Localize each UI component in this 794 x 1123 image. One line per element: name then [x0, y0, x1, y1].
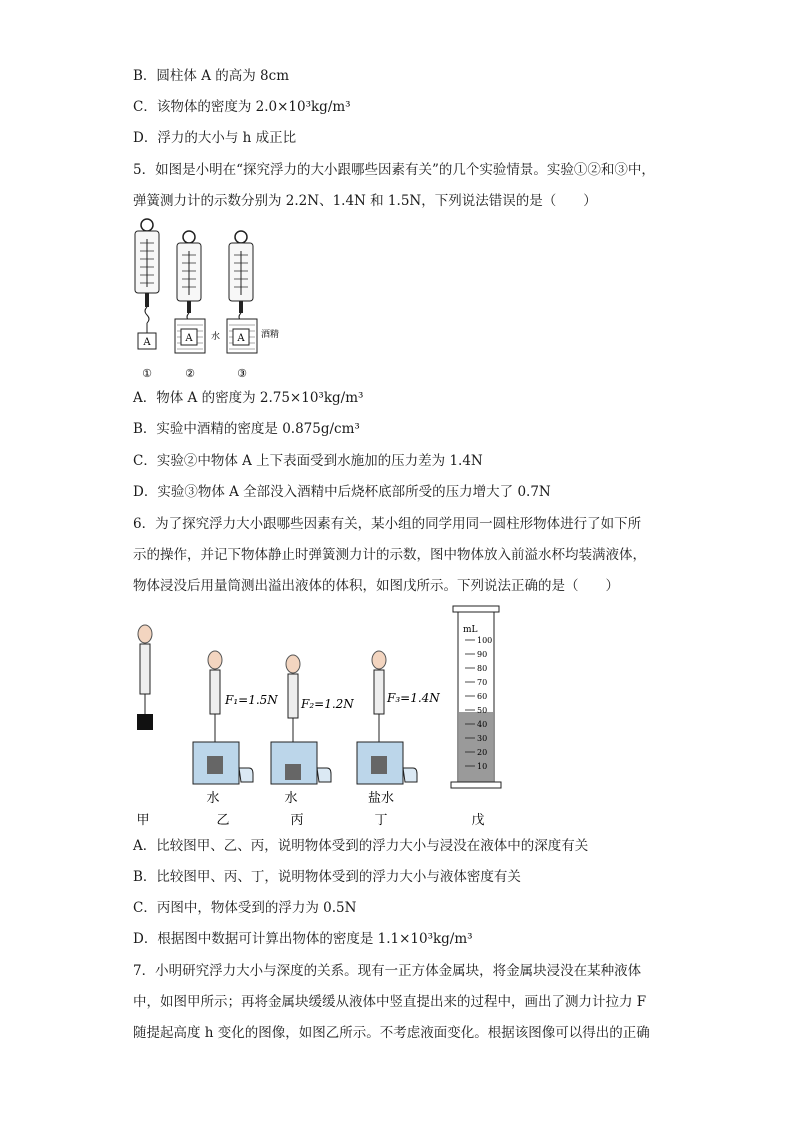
svg-text:60: 60: [477, 692, 488, 701]
spring-scale-1: [135, 219, 159, 349]
q4-option-d: D．浮力的大小与 h 成正比: [133, 130, 297, 146]
caption-2: ②: [185, 367, 195, 380]
alcohol-label: 酒精: [261, 330, 280, 340]
water-label: 水: [211, 332, 221, 342]
svg-text:50: 50: [477, 706, 488, 715]
q4-option-c: C．该物体的密度为 2.0×10³kg/m³: [133, 99, 351, 115]
liquid-label-yi: 水: [206, 791, 220, 806]
svg-text:70: 70: [477, 678, 488, 687]
q5-stem-line2: 弹簧测力计的示数分别为 2.2N、1.4N 和 1.5N，下列说法错误的是（ ）: [133, 193, 597, 209]
q6-option-b: B．比较图甲、丙、丁，说明物体受到的浮力大小与液体密度有关: [133, 869, 521, 885]
q6-option-a: A．比较图甲、乙、丙，说明物体受到的浮力大小与浸没在液体中的深度有关: [133, 838, 589, 854]
svg-text:10: 10: [477, 762, 488, 771]
setup-jia: [137, 625, 153, 730]
caption-wu: 戊: [471, 813, 485, 828]
svg-text:80: 80: [477, 664, 488, 673]
block-label-3: A: [237, 333, 245, 344]
liquid-label-ding: 盐水: [367, 791, 395, 806]
block-label-1: A: [143, 337, 151, 348]
setup-bing: [271, 655, 354, 806]
q6-figure: [125, 602, 525, 832]
caption-jia: 甲: [136, 813, 150, 828]
svg-text:20: 20: [477, 748, 488, 757]
q7-stem-line3: 随提起高度 h 变化的图像，如图乙所示。不考虑液面变化。根据该图像可以得出的正确: [133, 1025, 650, 1041]
caption-ding: 丁: [374, 813, 388, 828]
liquid-label-bing: 水: [284, 791, 298, 806]
setup-yi: [193, 651, 278, 806]
q5-stem-line1: 5．如图是小明在“探究浮力的大小跟哪些因素有关”的几个实验情景。实验①②和③中，: [133, 162, 655, 178]
q5-figure: [125, 215, 295, 385]
q5-option-b: B．实验中酒精的密度是 0.875g/cm³: [133, 421, 360, 437]
f1-label: F₁=1.5N: [225, 693, 278, 707]
caption-bing: 丙: [290, 813, 304, 828]
graduated-cylinder: [451, 606, 501, 788]
q5-option-d: D．实验③物体 A 全部没入酒精中后烧杯底部所受的压力增大了 0.7N: [133, 484, 551, 500]
q6-stem-line1: 6．为了探究浮力大小跟哪些因素有关，某小组的同学用同一圆柱形物体进行了如下所: [133, 516, 642, 532]
caption-yi: 乙: [216, 813, 230, 828]
svg-text:40: 40: [477, 720, 488, 729]
svg-text:90: 90: [477, 650, 488, 659]
cylinder-unit: mL: [463, 625, 478, 635]
caption-3: ③: [237, 367, 247, 380]
spring-scale-2: [175, 231, 220, 353]
q5-option-a: A．物体 A 的密度为 2.75×10³kg/m³: [133, 390, 364, 406]
svg-text:30: 30: [477, 734, 488, 743]
q7-stem-line2: 中，如图甲所示；再将金属块缓缓从液体中竖直提出来的过程中，画出了测力计拉力 F: [133, 994, 647, 1010]
setup-ding: [357, 651, 440, 806]
q6-stem-line3: 物体浸没后用量筒测出溢出液体的体积，如图戊所示。下列说法正确的是（ ）: [133, 578, 619, 594]
f2-label: F₂=1.2N: [301, 697, 354, 711]
q5-option-c: C．实验②中物体 A 上下表面受到水施加的压力差为 1.4N: [133, 453, 483, 469]
f3-label: F₃=1.4N: [387, 691, 440, 705]
q6-option-c: C．丙图中，物体受到的浮力为 0.5N: [133, 900, 357, 916]
spring-scale-3: [227, 231, 279, 353]
q6-stem-line2: 示的操作，并记下物体静止时弹簧测力计的示数，图中物体放入前溢水杯均装满液体，: [133, 547, 646, 563]
q6-option-d: D．根据图中数据可计算出物体的密度是 1.1×10³kg/m³: [133, 931, 473, 947]
block-label-2: A: [185, 333, 193, 344]
caption-1: ①: [142, 367, 152, 380]
svg-text:100: 100: [477, 636, 493, 645]
q4-option-b: B．圆柱体 A 的高为 8cm: [133, 68, 289, 84]
q7-stem-line1: 7．小明研究浮力大小与深度的关系。现有一正方体金属块，将金属块浸没在某种液体: [133, 963, 642, 979]
